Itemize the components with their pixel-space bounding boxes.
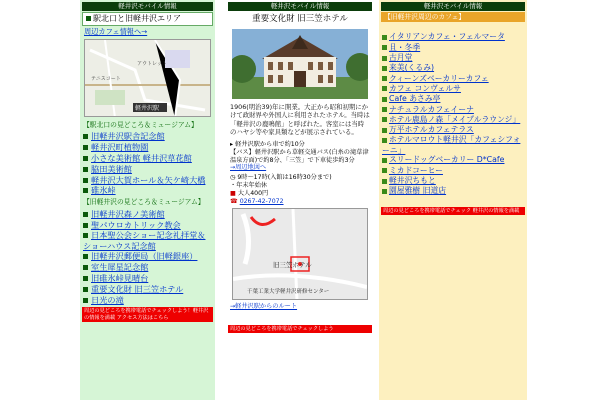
footer-banner[interactable]: 周辺の見どころを携帯電話でチェックしよう [228, 325, 372, 333]
bullet-icon [382, 66, 387, 71]
spot-description: 1906(明治39)年に開業。大正から昭和初期にかけて政財界や外国人に利用されたホテル。当時は「軽井沢の鹿鳴館」と呼ばれた。客室には当時のハヤシ等や家具類などが展示されている。 [230, 102, 370, 137]
bullet-icon [382, 117, 387, 122]
spot-map[interactable] [232, 208, 368, 300]
footer-banner[interactable]: 周辺の見どころを携帯電話でチェック 軽井沢の情報を満載 [381, 207, 525, 215]
column-header: 軽井沢モバイル情報 [228, 2, 372, 11]
bullet-icon [382, 107, 387, 112]
list-item[interactable]: 室生犀星記念館 [83, 262, 212, 273]
cafe-list [379, 32, 527, 196]
bullet-icon [83, 145, 88, 150]
list-item[interactable]: 聖パウロカトリック教会 [83, 220, 212, 231]
list-item[interactable]: 万平ホテルカフェテラス [382, 125, 524, 135]
list-item[interactable]: 軽井沢大賀ホール＆矢ケ崎大橋 [83, 175, 212, 186]
bullet-icon [83, 298, 88, 303]
spot-map-drawing [233, 209, 367, 300]
spot-title: 重要文化財 旧三笠ホテル [252, 14, 348, 24]
section-title: 【旧軽井沢周辺のカフェ】 [381, 12, 525, 22]
area-map-drawing [85, 40, 211, 117]
cafe-info-link[interactable]: 周辺カフェ情報へ→ [84, 27, 148, 36]
list-item[interactable]: ミカドコーヒー [382, 166, 524, 176]
column-header: 軽井沢モバイル情報 [381, 2, 525, 11]
list-item[interactable]: 旧軽井沢駅舎記念館 [83, 131, 212, 142]
list-item[interactable]: イタリアンカフェ・フェルマータ [382, 32, 524, 42]
list-item[interactable]: 旧軽井沢郵便局（旧軽銀座） [83, 251, 212, 262]
square-bullet-icon [86, 16, 91, 21]
list-item[interactable]: 古月堂 [382, 53, 524, 63]
yen-icon: ■ [230, 189, 236, 197]
spot-list [80, 209, 215, 306]
list-item[interactable]: 軽井沢町植物園 [83, 142, 212, 153]
list-item[interactable]: 旧軽井沢森ノ美術館 [83, 209, 212, 220]
bullet-icon [83, 188, 88, 193]
price: ■ 大人400円 [230, 189, 269, 197]
bullet-icon [382, 35, 387, 40]
bullet-icon [382, 179, 387, 184]
spot-list [80, 131, 215, 196]
list-item[interactable]: Cafe あさみ亭 [382, 94, 524, 104]
bullet-icon [382, 138, 387, 143]
bullet-icon [83, 265, 88, 270]
map-label-tennis: テニスコート [91, 76, 121, 82]
hours: ◷ 9時〜17時(入館は16時30分まで) [230, 174, 332, 182]
hotel-photo [232, 29, 368, 99]
list-item[interactable]: 碓氷峠 [83, 185, 212, 196]
list-item[interactable]: ナチュラルカフェイーナ [382, 105, 524, 115]
list-item[interactable]: クィーンズベーカリーカフェ [382, 74, 524, 84]
map-label-hotel: 旧三笠ホテル [273, 261, 312, 270]
phone[interactable]: ☎ 0267-42-7072 [230, 197, 284, 205]
list-item[interactable]: 且・冬季 [382, 43, 524, 53]
bullet-icon [83, 223, 88, 228]
list-item[interactable]: 小さな美術館 軽井沢草花館 [83, 153, 212, 164]
bullet-icon [382, 158, 387, 163]
access-bus: 【バス】軽井沢駅から草軽交通バス(白糸の滝草津温泉方面)で約8分、「三笠」で下車徒歩約3分 [230, 148, 369, 164]
bullet-icon [382, 189, 387, 194]
bullet-icon [83, 233, 88, 238]
bullet-icon [83, 134, 88, 139]
clock-icon: ◷ [230, 174, 236, 182]
bullet-icon [83, 254, 88, 259]
map-label-outlet: アウトレット [137, 61, 167, 67]
hotel-photo-drawing [232, 29, 368, 99]
list-item[interactable]: ホテルマロウト軽井沢「カフェシフォーニ」 [382, 135, 521, 155]
closed-days: ・年末年始休 [230, 181, 268, 189]
list-item[interactable]: ホテル鹿島ノ森「メイプルラウンジ」 [382, 115, 524, 125]
bullet-icon [382, 86, 387, 91]
spot-detail-column [226, 0, 374, 400]
list-item[interactable]: 重要文化財 旧三笠ホテル [83, 284, 212, 295]
bullet-icon [83, 276, 88, 281]
list-item[interactable]: 日光の滝 [83, 295, 212, 306]
bullet-icon [382, 56, 387, 61]
area-title: 駅北口と旧軽井沢エリア [82, 12, 213, 26]
bullet-icon [382, 45, 387, 50]
access-car: ▸ 軽井沢駅から車で約10分 [230, 141, 305, 148]
bullet-icon [382, 128, 387, 133]
list-item[interactable]: カフェ コンヴェルサ [382, 84, 524, 94]
list-item[interactable]: 軽井沢ちもと [382, 176, 524, 186]
list-item[interactable]: 脇田美術館 [83, 164, 212, 175]
bullet-icon [382, 97, 387, 102]
area-map[interactable] [84, 39, 211, 117]
phone-icon: ☎ [230, 197, 238, 205]
bullet-icon [83, 156, 88, 161]
column-header: 軽井沢モバイル情報 [82, 2, 213, 11]
map-label-station: 軽井沢駅 [135, 105, 160, 112]
area-column [80, 0, 215, 400]
cafe-column [379, 0, 527, 400]
bullet-icon [83, 287, 88, 292]
list-item[interactable]: 旧碓氷峠見晴台 [83, 273, 212, 284]
route-link[interactable]: →軽井沢駅からのルート [230, 303, 298, 311]
bullet-icon [382, 168, 387, 173]
bullet-icon [382, 76, 387, 81]
list-item[interactable]: スリードッグベーカリー D*Cafe [382, 155, 524, 165]
section-title: 【駅北口の見どころ＆ミュージアム】 [83, 121, 198, 129]
nearby-map-link[interactable]: →周辺地図へ [230, 164, 267, 172]
section-title: 【旧軽井沢の見どころ＆ミュージアム】 [83, 198, 205, 207]
map-label-campus: 千葉工業大学軽井沢研修センター [247, 289, 330, 296]
list-item[interactable]: 来美(くるみ) [382, 63, 524, 73]
bullet-icon [83, 178, 88, 183]
list-item[interactable]: 日本聖公会ショー記念礼拝堂＆ショーハウス記念館 [83, 230, 206, 252]
bullet-icon [83, 167, 88, 172]
bullet-icon [83, 212, 88, 217]
list-item[interactable]: 園屋雅樹 旧道店 [382, 186, 524, 196]
footer-banner[interactable]: 周辺の見どころを携帯電話でチェックしよう！軽井沢の情報を満載 アクセス方法はこちら [82, 307, 213, 321]
